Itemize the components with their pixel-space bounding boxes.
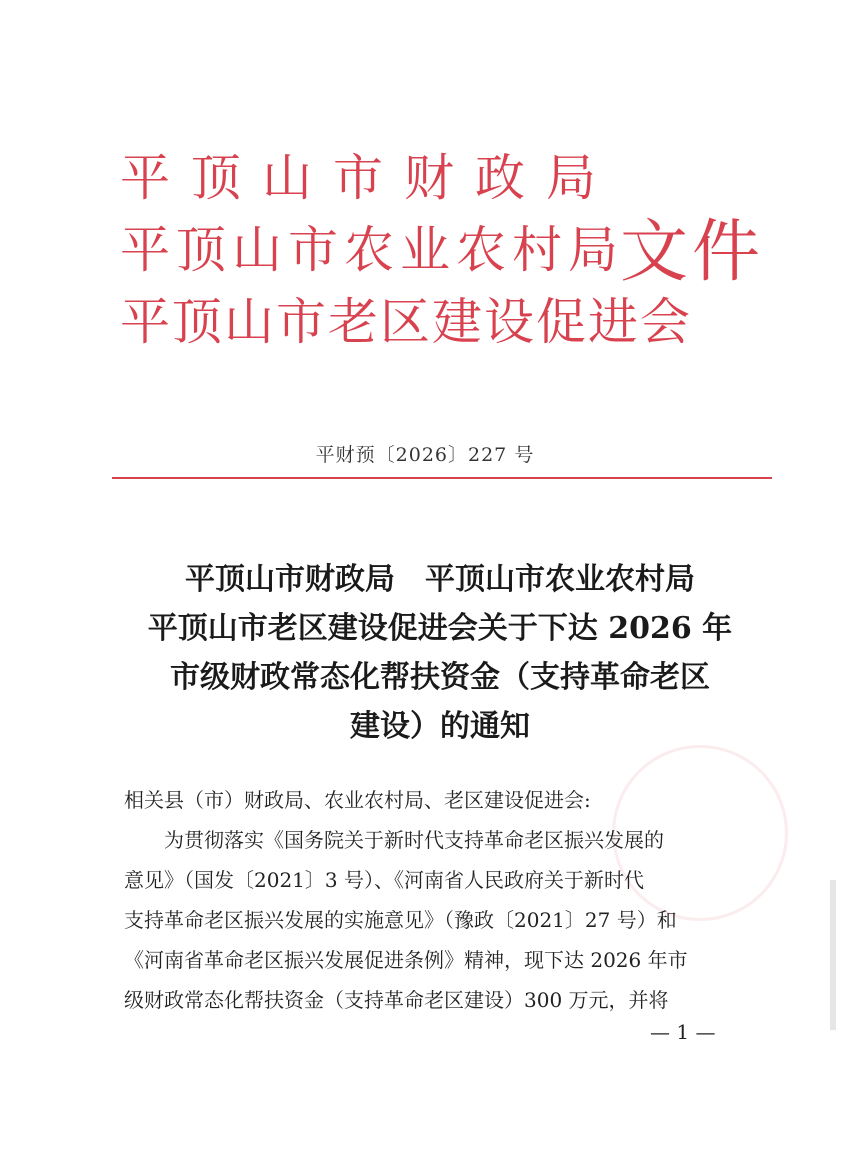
document-number: 平财预〔2026〕227 号 <box>315 444 535 466</box>
body-line: 为贯彻落实《国务院关于新时代支持革命老区振兴发展的 <box>164 828 664 852</box>
issuer-agriculture-bureau: 平顶山市农业农村局 <box>120 221 624 279</box>
issuer-old-area-association: 平顶山市老区建设促进会 <box>120 293 692 351</box>
body-line: 支持革命老区振兴发展的实施意见》（豫政〔2021〕27 号）和 <box>124 908 677 932</box>
issuer-list <box>120 150 692 366</box>
body-line: 《河南省革命老区振兴发展促进条例》精神，现下达 2026 年市 <box>124 948 688 972</box>
title-line: 平顶山市老区建设促进会关于下达 2026 年 <box>147 611 733 646</box>
title-line: 市级财政常态化帮扶资金（支持革命老区 <box>170 660 710 695</box>
document-word: 文件 <box>620 213 765 292</box>
body-line: 意见》（国发〔2021〕3 号）、《河南省人民政府关于新时代 <box>124 868 644 892</box>
title-line: 平顶山市财政局 平顶山市农业农村局 <box>185 562 695 597</box>
scan-edge-mark <box>830 880 836 1030</box>
document-body <box>124 780 764 1020</box>
document-title <box>100 555 780 751</box>
body-line: 级财政常态化帮扶资金（支持革命老区建设）300 万元，并将 <box>124 988 669 1012</box>
page-number: — 1 — <box>650 1020 716 1044</box>
red-header-rule <box>112 477 772 479</box>
title-line: 建设）的通知 <box>350 709 530 744</box>
salutation: 相关县（市）财政局、农业农村局、老区建设促进会: <box>124 788 591 812</box>
issuer-finance-bureau: 平顶山市财政局 <box>120 149 617 207</box>
